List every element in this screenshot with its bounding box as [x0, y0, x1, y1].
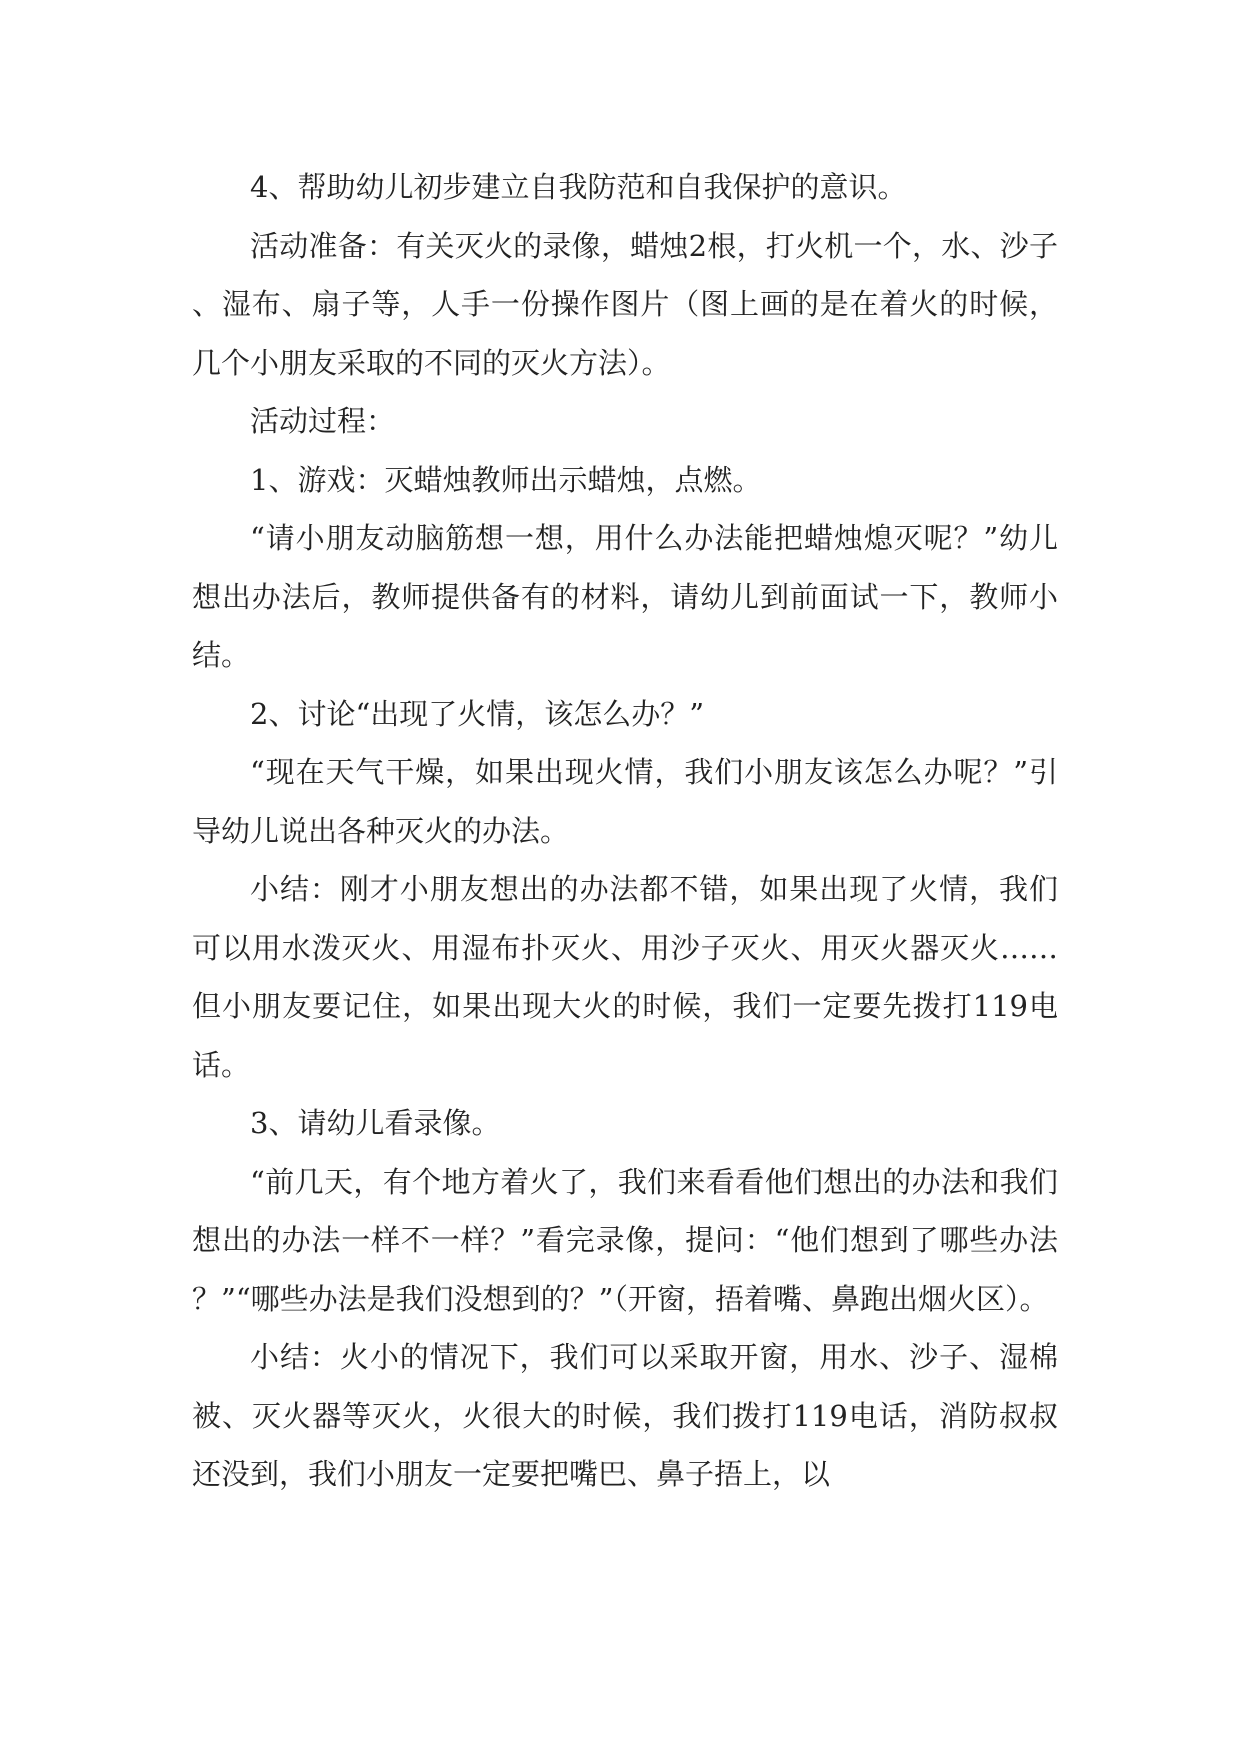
- paragraph-step-1-quote: “请小朋友动脑筋想一想，用什么办法能把蜡烛熄灭呢？”幼儿想出办法后，教师提供备有的材料，请幼儿到前面试一下，教师小结。: [192, 521, 1058, 672]
- paragraph-summary-1: 小结：刚才小朋友想出的办法都不错，如果出现了火情，我们可以用水泼灭火、用湿布扑灭火、用沙子灭火、用灭火器灭火……但小朋友要记住，如果出现大火的时候，我们一定要先拨打119电话。: [192, 872, 1058, 1082]
- paragraph-step-3-quote: “前几天，有个地方着火了，我们来看看他们想出的办法和我们想出的办法一样不一样？”看完录像，提问：“他们想到了哪些办法？”“哪些办法是我们没想到的？”（开窗，捂着嘴、鼻跑出烟火区）。: [192, 1164, 1058, 1316]
- paragraph-step-2-quote: “现在天气干燥，如果出现火情，我们小朋友该怎么办呢？”引导幼儿说出各种灭火的办法。: [192, 755, 1058, 848]
- paragraph-summary-2: 小结：火小的情况下，我们可以采取开窗，用水、沙子、湿棉被、灭火器等灭火，火很大的时候，我们拨打119电话，消防叔叔还没到，我们小朋友一定要把嘴巴、鼻子捂上，以: [192, 1340, 1058, 1491]
- document-body: [192, 158, 1058, 1504]
- paragraph-step-2: 2、讨论“出现了火情，该怎么办？”: [250, 696, 705, 731]
- paragraph-process-heading: 活动过程：: [250, 404, 396, 438]
- paragraph-preparation: 活动准备：有关灭火的录像，蜡烛2根，打火机一个，水、沙子、湿布、扇子等，人手一份操作图片（图上画的是在着火的时候，几个小朋友采取的不同的灭火方法）。: [192, 228, 1058, 380]
- paragraph-goal-4: 4、帮助幼儿初步建立自我防范和自我保护的意识。: [250, 170, 907, 204]
- paragraph-step-3: 3、请幼儿看录像。: [250, 1106, 501, 1140]
- paragraph-step-1: 1、游戏：灭蜡烛教师出示蜡烛，点燃。: [250, 462, 762, 497]
